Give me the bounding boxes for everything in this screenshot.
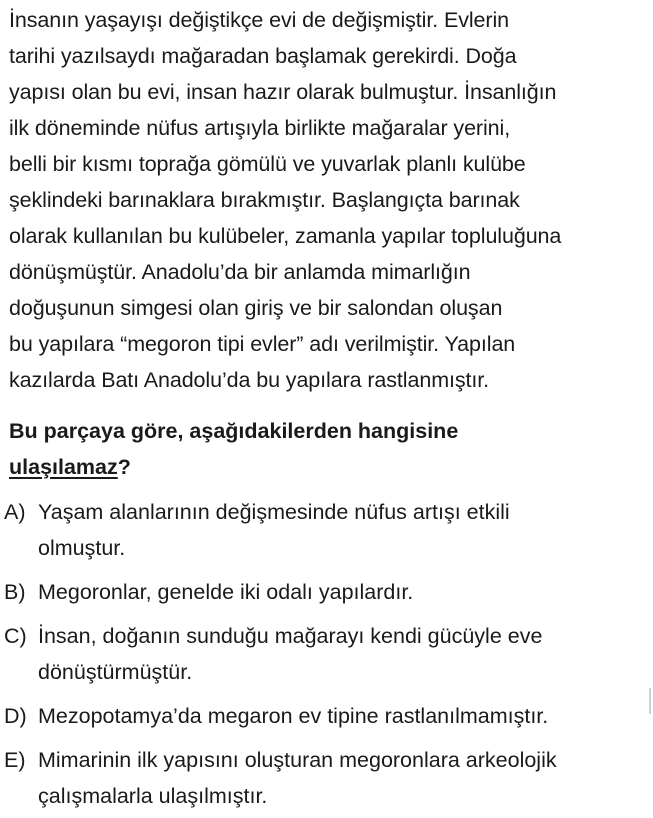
option-b[interactable] (4, 577, 413, 607)
option-text: Yaşam alanlarının değişmesinde nüfus artışı etkili (38, 500, 510, 524)
option-letter: A) (4, 500, 26, 524)
passage-line: İnsanın yaşayışı değiştikçe evi de değişmiştir. Evlerin (9, 8, 509, 32)
option-c[interactable] (4, 621, 542, 651)
option-c-continued: dönüştürmüştür. (38, 660, 193, 684)
option-letter: C) (4, 624, 27, 648)
passage-line: belli bir kısmı toprağa gömülü ve yuvarlak planlı kulübe (9, 152, 526, 176)
scan-edge-mark (649, 688, 651, 714)
option-letter: D) (4, 704, 27, 728)
passage-line: bu yapılara “megoron tipi evler” adı verilmiştir. Yapılan (9, 332, 516, 356)
question-stem: Bu parçaya göre, aşağıdakilerden hangisine (9, 419, 459, 443)
option-a-continued: olmuştur. (38, 536, 126, 560)
passage-line: dönüşmüştür. Anadolu’da bir anlamda mimarlığın (9, 260, 471, 284)
negative-keyword: ulaşılamaz (9, 455, 118, 479)
option-text: Mimarinin ilk yapısını oluşturan megoronlara arkeolojik (38, 748, 557, 772)
passage-line: olarak kullanılan bu kulübeler, zamanla yapılar topluluğuna (9, 224, 562, 248)
passage-line: kazılarda Batı Anadolu’da bu yapılara rastlanmıştır. (9, 368, 490, 392)
option-e-continued: çalışmalarla ulaşılmıştır. (38, 784, 268, 808)
option-text: İnsan, doğanın sunduğu mağarayı kendi gücüyle eve (38, 624, 543, 648)
question-mark: ? (117, 455, 131, 479)
passage-line: yapısı olan bu evi, insan hazır olarak bulmuştur. İnsanlığın (9, 80, 557, 104)
option-a[interactable] (4, 497, 510, 527)
question-stem-line2 (9, 452, 131, 482)
option-letter: E) (4, 748, 26, 772)
passage-line: ilk döneminde nüfus artışıyla birlikte mağaralar yerini, (9, 116, 511, 140)
option-text: Megoronlar, genelde iki odalı yapılardır. (38, 580, 414, 604)
option-e[interactable] (4, 745, 557, 775)
passage-line: tarihi yazılsaydı mağaradan başlamak gerekirdi. Doğa (9, 44, 517, 68)
option-letter: B) (4, 580, 26, 604)
option-d[interactable] (4, 701, 548, 731)
option-text: Mezopotamya’da megaron ev tipine rastlanılmamıştır. (38, 704, 549, 728)
passage-line: doğuşunun simgesi olan giriş ve bir salondan oluşan (9, 296, 503, 320)
passage-line: şeklindeki barınaklara bırakmıştır. Başlangıçta barınak (9, 188, 520, 212)
